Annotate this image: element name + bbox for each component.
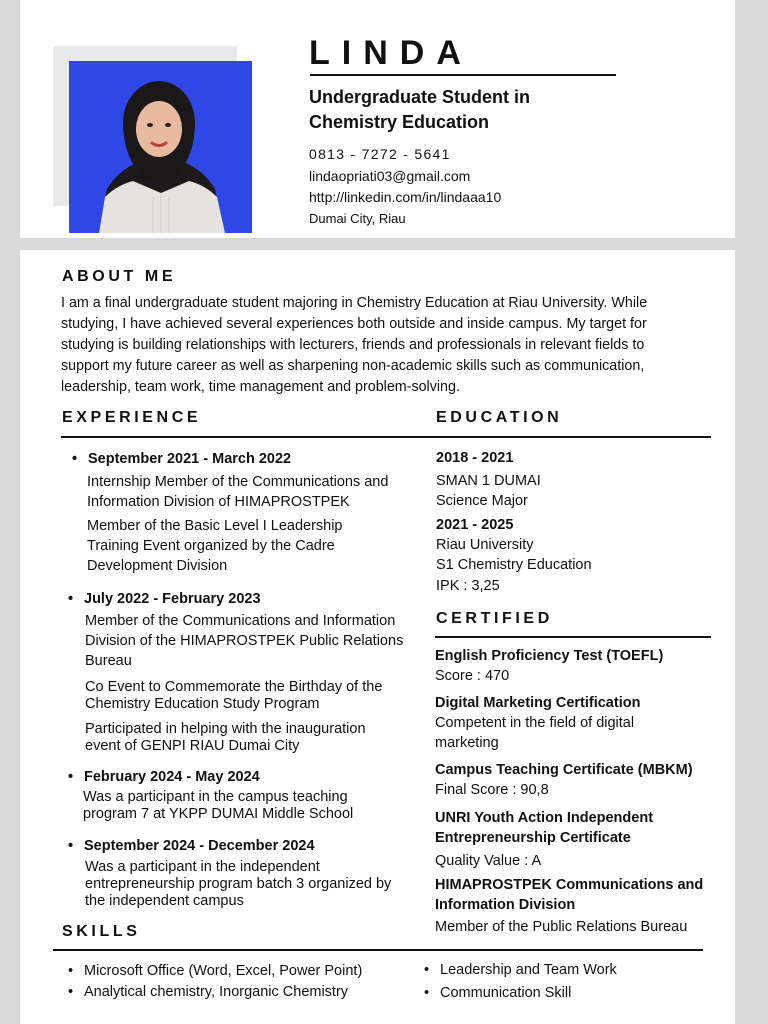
experience-description xyxy=(85,679,382,713)
description-line: Internship Member of the Communications and xyxy=(87,474,389,490)
about-line: leadership, team work, time management and problem-solving. xyxy=(61,379,460,395)
description-line: Bureau xyxy=(85,653,132,669)
detail-line: Competent in the field of digital xyxy=(435,715,635,731)
candidate-role xyxy=(309,85,530,135)
description-line: Participated in helping with the inauguration xyxy=(85,721,366,737)
description-line: program 7 at YKPP DUMAI Middle School xyxy=(83,806,354,822)
description-line: event of GENPI RIAU Dumai City xyxy=(85,738,300,754)
name-line: HIMAPROSTPEK Communications and xyxy=(435,877,704,893)
description-line: Division of the HIMAPROSTPEK Public Relations xyxy=(85,633,404,649)
email-address: lindaopriati03@gmail.com xyxy=(309,168,471,184)
about-paragraph xyxy=(61,293,711,398)
experience-divider xyxy=(61,436,711,438)
certificate-name: English Proficiency Test (TOEFL) xyxy=(435,648,664,664)
skills-divider xyxy=(53,949,703,951)
portrait-illustration xyxy=(69,61,252,233)
certificate-name: Digital Marketing Certification xyxy=(435,695,641,711)
experience-period: • February 2024 - May 2024 xyxy=(84,769,260,785)
skill-item: • Analytical chemistry, Inorganic Chemistry xyxy=(84,984,348,1000)
linkedin-url: http://linkedin.com/in/lindaaa10 xyxy=(309,189,502,205)
education-major: S1 Chemistry Education xyxy=(436,557,592,573)
skills-title: SKILLS xyxy=(62,923,141,940)
detail-line: marketing xyxy=(435,735,499,751)
skill-item: • Microsoft Office (Word, Excel, Power Point) xyxy=(84,963,362,979)
description-line: Member of the Communications and Information xyxy=(85,613,396,629)
experience-description xyxy=(85,859,391,910)
name-underline xyxy=(310,74,616,76)
candidate-name: LINDA xyxy=(309,34,473,72)
description-line: Was a participant in the campus teaching xyxy=(83,789,348,805)
about-line: I am a final undergraduate student majoring in Chemistry Education at Riau University. While xyxy=(61,295,648,311)
description-line: Member of the Basic Level I Leadership xyxy=(87,518,343,534)
education-years: 2021 - 2025 xyxy=(436,517,514,533)
description-line: Development Division xyxy=(87,558,228,574)
experience-description xyxy=(85,721,366,755)
about-line: studying, I have achieved several experiences both outside and inside campus. My target for xyxy=(61,316,647,332)
about-line: studying is building relationships with lecturers, friends and professionals in relevant fields to xyxy=(61,337,645,353)
experience-title: EXPERIENCE xyxy=(62,409,202,426)
education-school: SMAN 1 DUMAI xyxy=(436,473,541,489)
name-line: Entrepreneurship Certificate xyxy=(435,830,631,846)
certificate-detail: Final Score : 90,8 xyxy=(435,782,549,798)
name-line: Information Division xyxy=(435,897,576,913)
description-line: Chemistry Education Study Program xyxy=(85,696,320,712)
description-line: Information Division of HIMAPROSTPEK xyxy=(87,494,350,510)
education-years: 2018 - 2021 xyxy=(436,450,514,466)
certified-title: CERTIFIED xyxy=(436,610,553,627)
experience-description xyxy=(85,611,403,671)
experience-description xyxy=(83,789,353,823)
name-line: UNRI Youth Action Independent xyxy=(435,810,654,826)
skill-item: • Leadership and Team Work xyxy=(440,962,617,978)
description-line: Co Event to Commemorate the Birthday of the xyxy=(85,679,383,695)
role-line: Undergraduate Student in xyxy=(309,87,531,107)
experience-description xyxy=(87,516,343,576)
phone-number: 0813 - 7272 - 5641 xyxy=(309,146,451,162)
certificate-detail: Score : 470 xyxy=(435,668,510,684)
certificate-name xyxy=(435,808,653,848)
description-line: Training Event organized by the Cadre xyxy=(87,538,335,554)
description-line: the independent campus xyxy=(85,893,244,909)
education-major: Science Major xyxy=(436,493,528,509)
about-title: ABOUT ME xyxy=(62,268,177,285)
education-title: EDUCATION xyxy=(436,409,563,426)
experience-period: • September 2024 - December 2024 xyxy=(84,838,315,854)
description-line: entrepreneurship program batch 3 organized by xyxy=(85,876,392,892)
experience-period: • September 2021 - March 2022 xyxy=(88,451,291,467)
profile-photo xyxy=(69,61,252,233)
certified-divider xyxy=(435,636,711,638)
education-school: Riau University xyxy=(436,537,534,553)
education-gpa: IPK : 3,25 xyxy=(436,578,500,594)
about-line: support my future career as well as sharpening non-academic skills such as communication, xyxy=(61,358,645,374)
certificate-detail: Quality Value : A xyxy=(435,853,542,869)
certificate-detail xyxy=(435,713,634,753)
role-line: Chemistry Education xyxy=(309,112,490,132)
certificate-name xyxy=(435,875,703,915)
experience-period: • July 2022 - February 2023 xyxy=(84,591,261,607)
certificate-name: Campus Teaching Certificate (MBKM) xyxy=(435,762,693,778)
skill-item: • Communication Skill xyxy=(440,985,571,1001)
description-line: Was a participant in the independent xyxy=(85,859,320,875)
certificate-detail: Member of the Public Relations Bureau xyxy=(435,919,688,935)
city: Dumai City, Riau xyxy=(309,211,406,226)
experience-description xyxy=(87,472,388,512)
